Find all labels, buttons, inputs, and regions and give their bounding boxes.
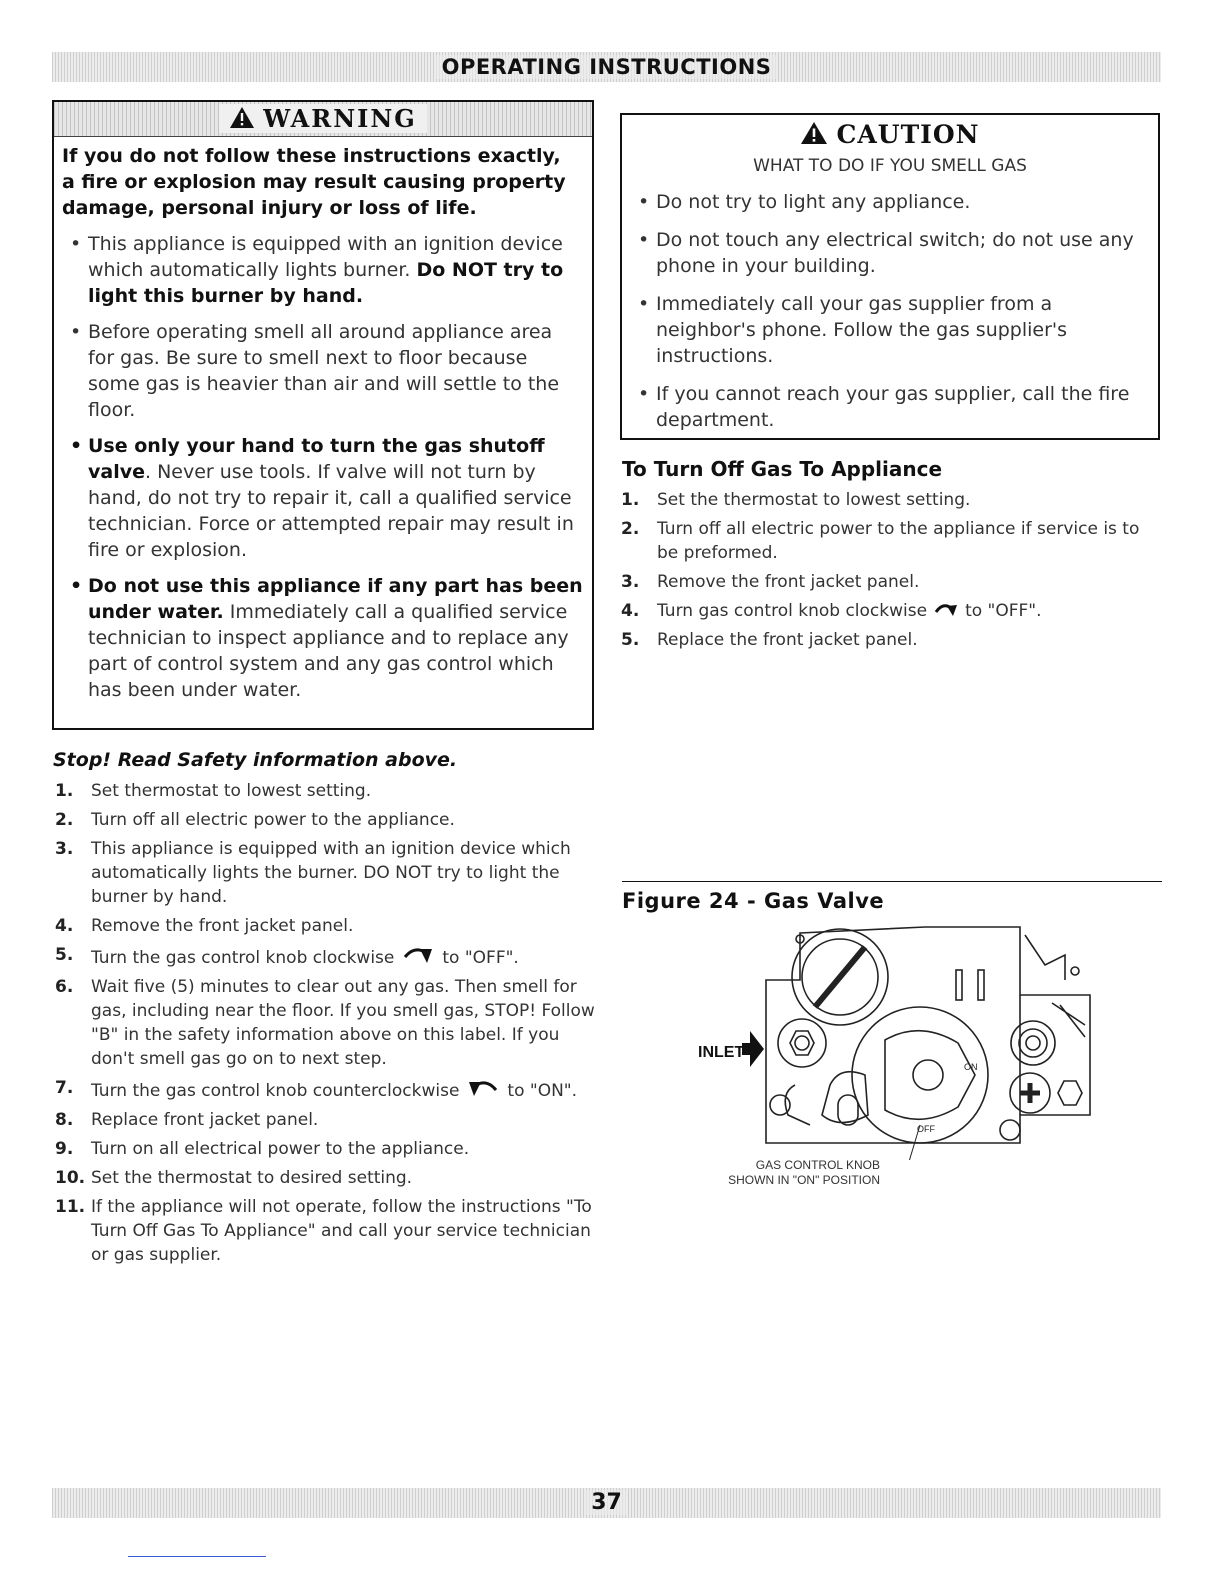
caution-item: • Immediately call your gas supplier from a neighbor's phone. Follow the gas supplier's instructions. [638,293,1068,367]
figure-rule [622,881,1162,882]
list-item: 5. Replace the front jacket panel. [621,630,918,650]
warning-list [54,231,592,703]
warning-item: • This appliance is equipped with an ignition device which automatically lights burner. Do NOT try to light this burner by hand. [70,233,564,307]
list-item: 4. Remove the front jacket panel. [55,916,354,936]
list-item: 9. Turn on all electrical power to the appliance. [55,1139,470,1159]
list-item: 3. This appliance is equipped with an ignition device which automatically lights the burner. DO NOT try to light the burner by hand. [55,839,571,907]
list-item: 2. Turn off all electric power to the appliance. [55,810,455,830]
page-title: OPERATING INSTRUCTIONS [436,55,778,79]
list-item: 1. Set thermostat to lowest setting. [55,781,372,801]
caution-item: • Do not touch any electrical switch; do not use any phone in your building. [638,229,1134,277]
caution-subtitle: WHAT TO DO IF YOU SMELL GAS [753,156,1027,176]
list-item: 8. Replace front jacket panel. [55,1110,319,1130]
list-item: 7. Turn the gas control knob counterclockwise to "ON". [55,1078,578,1101]
warning-box [52,100,594,730]
counterclockwise-arrow-icon [465,1076,501,1100]
warning-triangle-icon [229,106,255,129]
list-item: 3. Remove the front jacket panel. [621,572,920,592]
header-band [52,52,1161,82]
footer-band [52,1488,1161,1518]
warning-item: • Use only your hand to turn the gas shutoff valve. Never use tools. If valve will not turn by hand, do not try to repair it, call a qualified service technician. Force or attempted repair may result in fire or explosion. [70,435,574,561]
list-item: 5. Turn the gas control knob clockwise to "OFF". [55,945,519,968]
caution-item: • Do not try to light any appliance. [638,191,971,213]
list-item: 10. Set the thermostat to desired setting. [55,1168,413,1188]
caution-header [622,117,1158,153]
list-item: 1. Set the thermostat to lowest setting. [621,490,971,510]
footer-underline [128,1556,266,1557]
clockwise-arrow-icon [933,600,959,620]
warning-item: • Before operating smell all around appliance area for gas. Be sure to smell next to floor because some gas is heavier than air and will settle to the floor. [70,321,560,421]
list-item: 4. Turn gas control knob clockwise to "OFF". [621,601,1042,621]
list-item: 2. Turn off all electric power to the appliance if service is to be preformed. [621,519,1140,563]
caution-triangle-icon [800,121,828,145]
turn-off-steps [621,488,1151,657]
stop-steps [55,779,600,1272]
figure-title: Figure 24 - Gas Valve [622,889,885,913]
warning-lead: If you do not follow these instructions exactly, a fire or explosion may result causing property damage, personal injury or loss of life. [62,145,566,219]
list-item: 6. Wait five (5) minutes to clear out any gas. Then smell for gas, including near the floor. If you smell gas, STOP! Follow "B" in the safety information above on this label. If you don't smell gas go on to next step. [55,977,595,1069]
list-item: 11. If the appliance will not operate, follow the instructions "To Turn Off Gas To Appliance" and call your service technician or gas supplier. [55,1197,592,1265]
warning-header [54,102,592,137]
caution-title: CAUTION [836,120,980,149]
stop-heading: Stop! Read Safety information above. [53,749,458,771]
warning-item: • Do not use this appliance if any part has been under water. Immediately call a qualified service technician to inspect appliance and to replace any part of control system and any gas control which has been under water. [70,575,583,701]
clockwise-arrow-icon [400,943,436,967]
caution-list [622,189,1158,433]
knob-off-label: OFF [917,1124,935,1134]
inlet-arrow-icon [742,1031,764,1067]
gas-valve-diagram [690,925,1100,1160]
turn-off-heading: To Turn Off Gas To Appliance [622,457,943,481]
caution-item: • If you cannot reach your gas supplier, call the fire department. [638,383,1130,431]
caution-box [620,113,1160,440]
figure-caption: GAS CONTROL KNOB SHOWN IN "ON" POSITION [728,1158,880,1187]
knob-on-label: ON [964,1062,978,1072]
inlet-label: INLET [698,1044,745,1061]
warning-title: WARNING [263,104,417,133]
page-number: 37 [585,1490,628,1515]
